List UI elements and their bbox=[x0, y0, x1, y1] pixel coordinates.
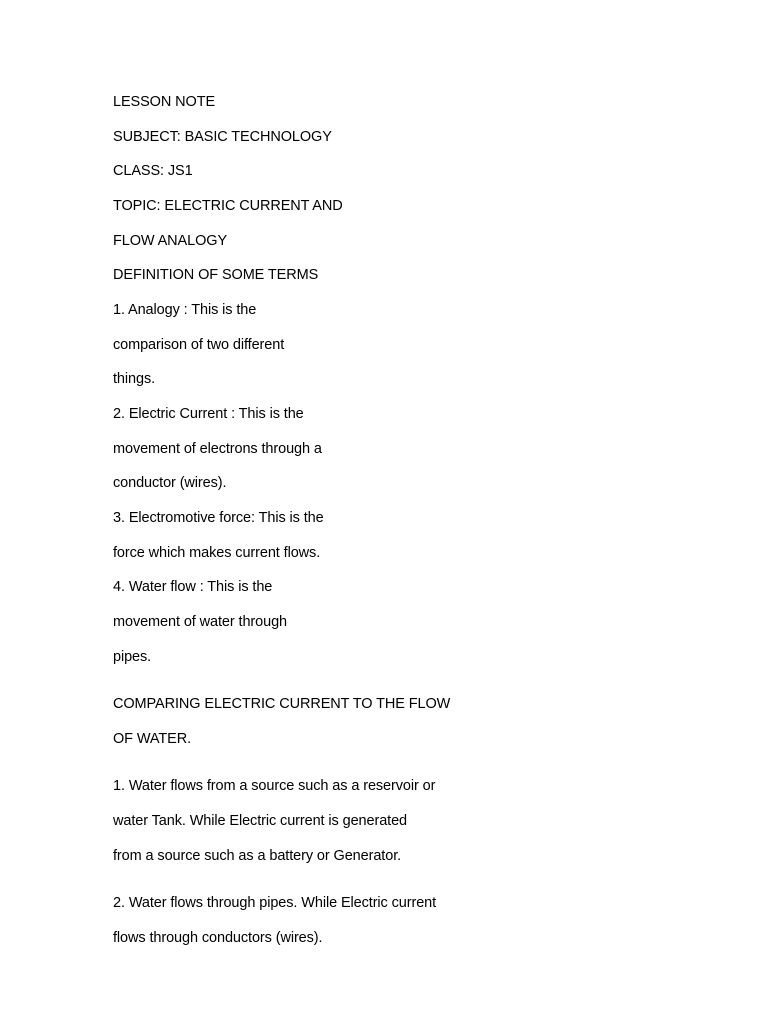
text-line: 1. Water flows from a source such as a reservoir or bbox=[113, 778, 436, 794]
topic-line: TOPIC: ELECTRIC CURRENT AND bbox=[113, 198, 343, 214]
text-line: 2. Electric Current : This is the bbox=[113, 406, 304, 422]
text-line: movement of water through bbox=[113, 614, 288, 630]
class-line: CLASS: JS1 bbox=[113, 163, 193, 179]
text-line: movement of electrons through a bbox=[113, 441, 322, 457]
subject-line: SUBJECT: BASIC TECHNOLOGY bbox=[113, 129, 332, 145]
definitions-heading: DEFINITION OF SOME TERMS bbox=[113, 267, 319, 283]
text-line: 4. Water flow : This is the bbox=[113, 579, 273, 595]
comparison-heading: COMPARING ELECTRIC CURRENT TO THE FLOW bbox=[113, 696, 451, 712]
text-line: things. bbox=[113, 371, 156, 387]
text-line: from a source such as a battery or Generator. bbox=[113, 848, 402, 864]
text-line: flows through conductors (wires). bbox=[113, 930, 323, 946]
text-line: 3. Electromotive force: This is the bbox=[113, 510, 324, 526]
text-line: pipes. bbox=[113, 649, 152, 665]
heading-lesson-note: LESSON NOTE bbox=[113, 94, 216, 110]
text-line: comparison of two different bbox=[113, 337, 285, 353]
comparison-heading-continued: OF WATER. bbox=[113, 731, 192, 747]
text-line: force which makes current flows. bbox=[113, 545, 321, 561]
text-line: 2. Water flows through pipes. While Electric current bbox=[113, 895, 437, 911]
text-line: water Tank. While Electric current is generated bbox=[113, 813, 408, 829]
text-line: conductor (wires). bbox=[113, 475, 227, 491]
text-line: 1. Analogy : This is the bbox=[113, 302, 257, 318]
topic-line-continued: FLOW ANALOGY bbox=[113, 233, 228, 249]
